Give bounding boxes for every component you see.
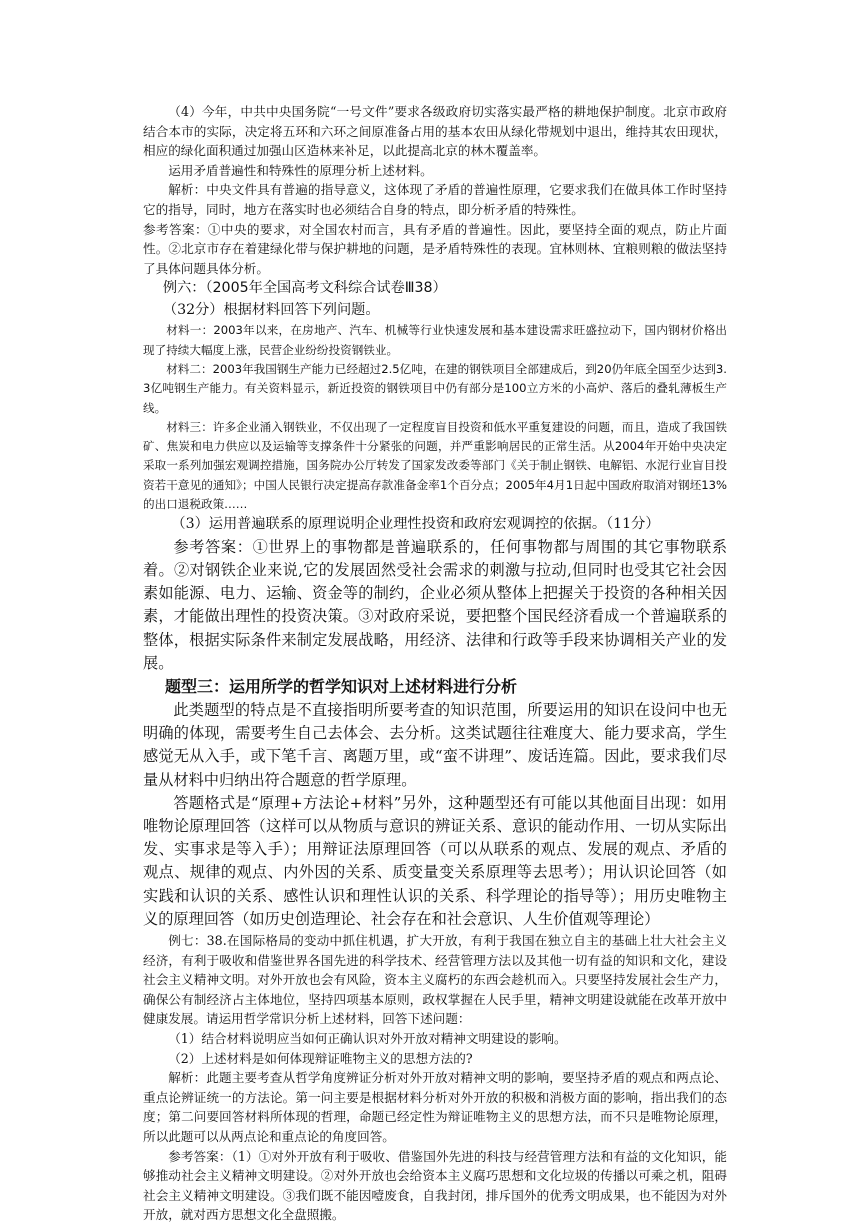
example-6-intro: （32分）根据材料回答下列问题。 [162,301,380,318]
paragraph-question-4: （4）今年，中共中央国务院“一号文件”要求各级政府切实落实最严格的耕地保护制度。北京市政府结合本市的实际，决定将五环和六环之间原准备占用的基本农田从绿化带规划中退出，维持其农田现状，相应的绿化面积通过加强山区造林来补足，以此提高北京的林木覆盖率。 [143,104,727,159]
material-1: 材料一：2003年以来，在房地产、汽车、机械等行业快速发展和基本建设需求旺盛拉动下，国内钢材价格出现了持续大幅度上涨，民营企业纷纷投资钢铁业。 [143,323,727,357]
type-3-paragraph-2: 答题格式是“原理+方法论+材料”另外，这种题型还有可能以其他面目出现：如用唯物论原理回答（这样可以从物质与意识的辨证关系、意识的能动作用、一切从实际出发、实事求是等入手）；用辩证法原理回答（可以从联系的观点、发展的观点、矛盾的观点、规律的观点、内外因的关系、质变量变关系原理等去思考）；用认识论回答（如实践和认识的关系、感性认识和理性认识的关系、科学理论的指导等）；用历史唯物主义的原理回答（如历史创造理论、社会存在和社会意识、人生价值观等理论） [143,793,727,928]
example-7-intro: 例七：38.在国际格局的变动中抓住机遇，扩大开放，有利于我国在独立自主的基础上壮大社会主义经济，有利于吸收和借鉴世界各国先进的科学技术、经营管理方法以及其他一切有益的知识和文化，建设社会主义精神文明。对外开放也会有风险，资本主义腐朽的东西会趁机而入。只要坚持发展社会生产力，确保公有制经济占主体地位，坚持四项基本原则，政权掌握在人民手里，精神文明建设就能在改革开放中健康发展。请运用哲学常识分析上述材料，回答下述问题： [143,933,727,1027]
material-3: 材料三：许多企业涌入钢铁业，不仅出现了一定程度盲目投资和低水平重复建设的问题，而且，造成了我国铁矿、焦炭和电力供应以及运输等支撑条件十分紧张的问题，并严重影响居民的正常生活。从2004年开始中央决定采取一系列加强宏观调控措施，国务院办公厅转发了国家发改委等部门《关于制止钢铁、电解铝、水泥行业盲目投资若干意见的通知》；中国人民银行决定提高存款准备金率1个百分点；2005年4月1日起中国政府取消对钢坯13%的出口退税政策…… [143,419,727,512]
answer-paragraph: 参考答案：①中央的要求，对全国农村而言，具有矛盾的普遍性。因此，要坚持全面的观点，防止片面性。②北京市存在着建绿化带与保护耕地的问题，是矛盾特殊性的表现。宜林则林、宜粮则粮的做法坚持了具体问题具体分析。 [143,221,727,276]
example-7-analysis: 解析：此题主要考查从哲学角度辨证分析对外开放对精神文明的影响，要坚持矛盾的观点和两点论、重点论辨证统一的方法论。第一问主要是根据材料分析对外开放的积极和消极方面的影响，指出我们的态度；第二问要回答材料所体现的哲理，命题已经定性为辩证唯物主义的思想方法，而不只是唯物论原理，所以此题可以从两点论和重点论的角度回答。 [143,1070,727,1144]
question-prompt: 运用矛盾普遍性和特殊性的原理分析上述材料。 [168,162,433,178]
example-7-question-2: （2）上述材料是如何体现辩证唯物主义的思想方法的? [168,1050,473,1066]
type-3-paragraph-1: 此类题型的特点是不直接指明所要考查的知识范围，所要运用的知识在设问中也无明确的体现，需要考生自己去体会、去分析。这类试题往往难度大、能力要求高，学生感觉无从入手，或下笔千言、离题万里，或“蛮不讲理”、废话连篇。因此，要求我们尽量从材料中归纳出符合题意的哲学原理。 [143,701,727,789]
example-7-question-1: （1）结合材料说明应当如何正确认识对外开放对精神文明建设的影响。 [168,1031,567,1047]
example-7-answer: 参考答案：（1）①对外开放有利于吸收、借鉴国外先进的科技与经营管理方法和有益的文化知识，能够推动社会主义精神文明建设。②对外开放也会给资本主义腐巧思想和文化垃圾的传播以可乘之机，阻碍社会主义精神文明建设。③我们既不能因噎废食，自我封闭，排斥国外的优秀文明成果，也不能因为对外开放，就对西方思想文化全盘照搬。 [143,1148,727,1223]
example-6-title: 例六：（2005年全国高考文科综合试卷Ⅲ38） [162,280,447,297]
analysis-paragraph: 解析：中央文件具有普遍的指导意义，这体现了矛盾的普遍性原理，它要求我们在做具体工作时坚持它的指导，同时，地方在落实时也必须结合自身的特点，即分析矛盾的特殊性。 [143,182,727,217]
example-6-question-3: （3）运用普遍联系的原理说明企业理性投资和政府宏观调控的依据。（11分） [171,516,660,533]
example-6-answer: 参考答案：①世界上的事物都是普遍联系的，任何事物都与周围的其它事物联系着。②对钢铁企业来说,它的发展固然受社会需求的刺激与拉动,但同时也受其它社会因素如能源、电力、运输、资金等的制约，企业必须从整体上把握关于投资的各种相关因素，才能做出理性的投资决策。③对政府采说，要把整个国民经济看成一个普遍联系的整体，根据实际条件来制定发展战略，用经济、法律和行政等手段来协调相关产业的发展。 [143,537,727,672]
material-2: 材料二：2003年我国钢生产能力已经超过2.5亿吨，在建的钢铁项目全部建成后，到20仍年底全国至少达到3.3亿吨钢生产能力。有关资料显示，新近投资的钢铁项目中仍有部分是100立方米的小高炉、落后的叠轧薄板生产线。 [143,361,727,415]
document-body [143,102,727,1225]
section-heading-type-3: 题型三：运用所学的哲学知识对上述材料进行分析 [165,677,518,697]
